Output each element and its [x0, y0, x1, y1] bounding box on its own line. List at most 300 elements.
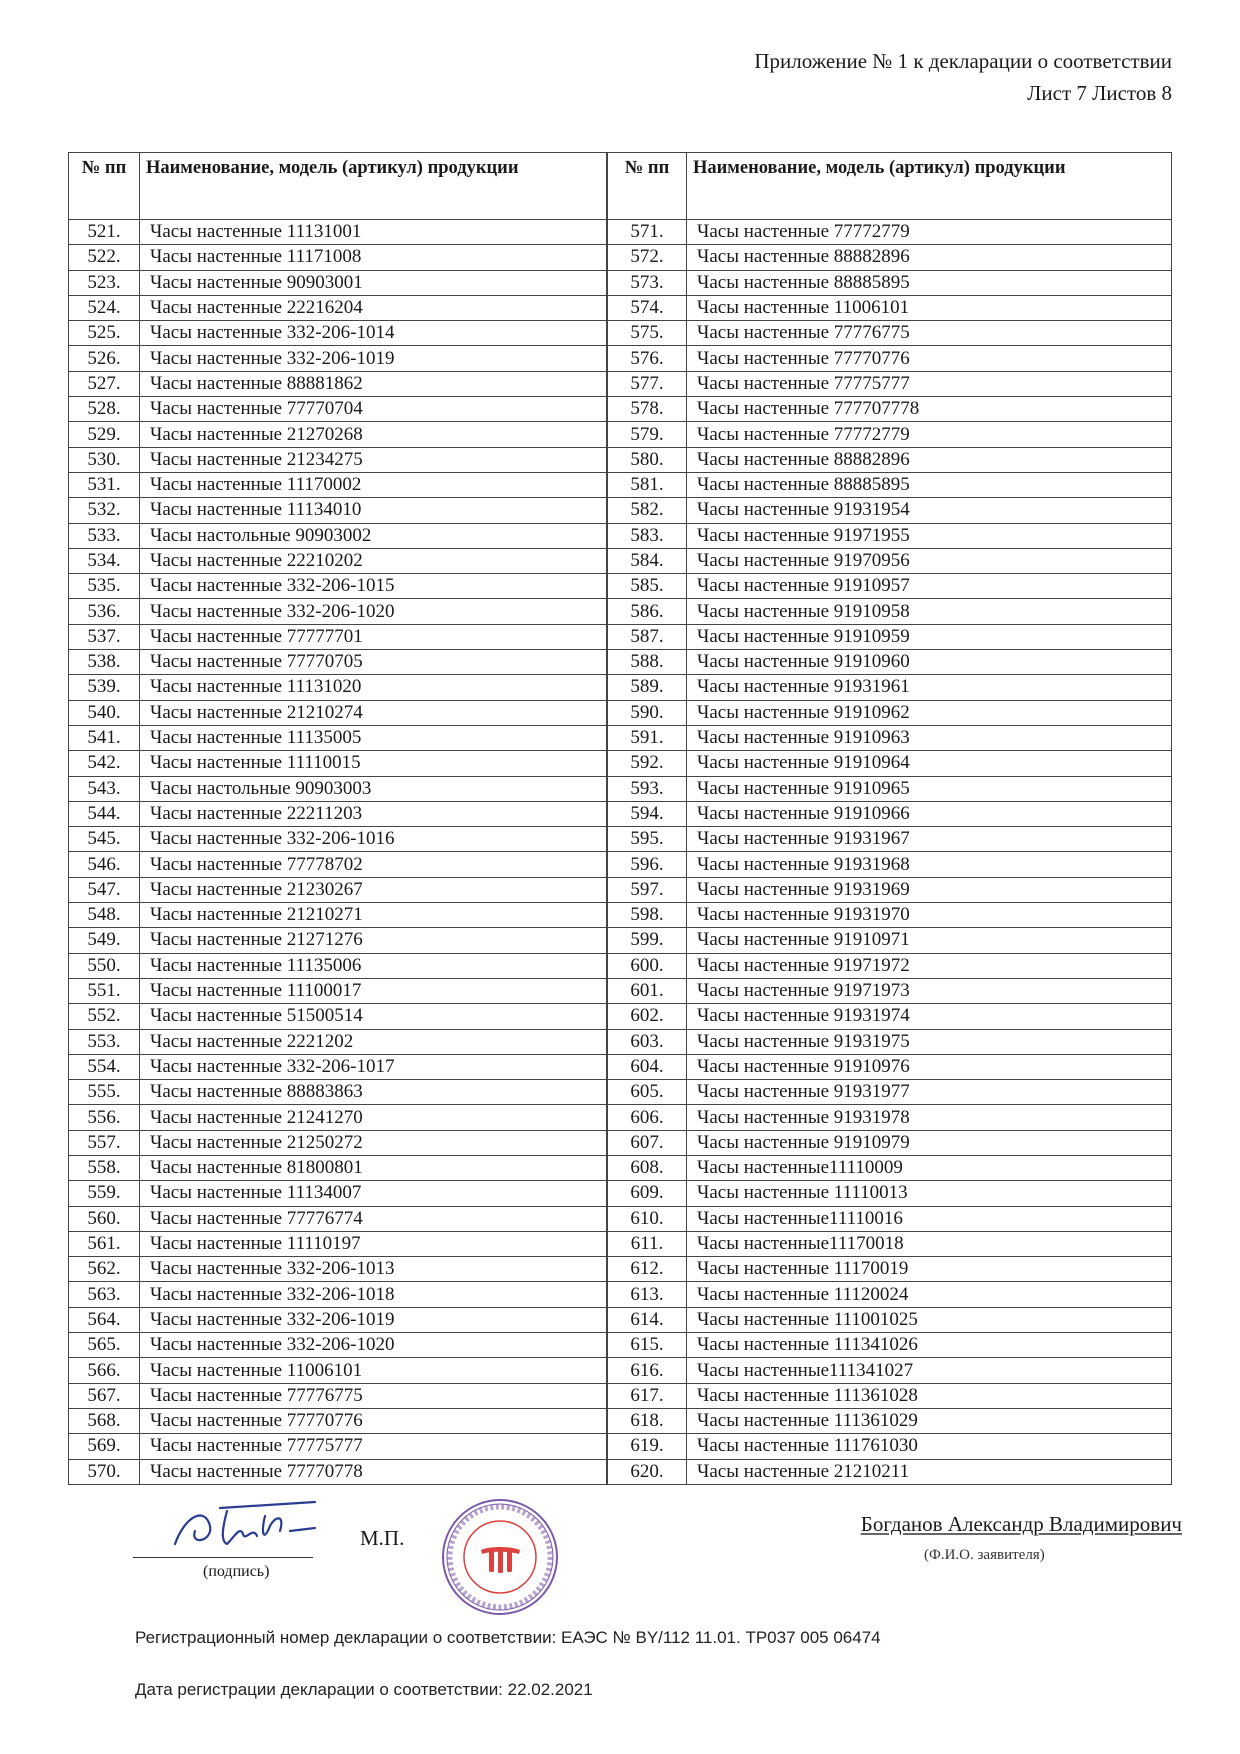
table-row: [69, 321, 607, 346]
table-row: [69, 1231, 607, 1256]
product-name: Часы настенные 11134010: [140, 498, 607, 523]
row-number: 533.: [69, 523, 140, 548]
product-name: Часы настенные 332-206-1019: [140, 1307, 607, 1332]
product-name: Часы настенные 91910959: [687, 624, 1172, 649]
row-number: 578.: [608, 397, 687, 422]
table-row: [608, 725, 1172, 750]
row-number: 614.: [608, 1307, 687, 1332]
row-number: 526.: [69, 346, 140, 371]
product-name: Часы настенные 11006101: [140, 1358, 607, 1383]
table-row: [608, 245, 1172, 270]
product-name: Часы настенные 91970956: [687, 548, 1172, 573]
table-row: [608, 1257, 1172, 1282]
row-number: 557.: [69, 1130, 140, 1155]
table-row: [69, 928, 607, 953]
row-number: 576.: [608, 346, 687, 371]
row-number: 527.: [69, 371, 140, 396]
table-row: [608, 903, 1172, 928]
applicant-name: Богданов Александр Владимирович: [860, 1512, 1182, 1536]
row-number: 537.: [69, 624, 140, 649]
table-row: [608, 1181, 1172, 1206]
product-name: Часы настенные 91931978: [687, 1105, 1172, 1130]
product-name: Часы настенные 11110015: [140, 751, 607, 776]
row-number: 551.: [69, 978, 140, 1003]
row-number: 572.: [608, 245, 687, 270]
table-row: [69, 371, 607, 396]
row-number: 584.: [608, 548, 687, 573]
product-name: Часы настенные 91910958: [687, 599, 1172, 624]
product-name: Часы настенные 11131020: [140, 675, 607, 700]
product-name: Часы настенные 21271276: [140, 928, 607, 953]
product-name: Часы настенные 91910957: [687, 574, 1172, 599]
product-name: Часы настенные 77776775: [687, 321, 1172, 346]
row-number: 523.: [69, 270, 140, 295]
table-row: [69, 1080, 607, 1105]
row-number: 571.: [608, 220, 687, 245]
column-header-number: № пп: [608, 153, 687, 220]
row-number: 544.: [69, 801, 140, 826]
table-row: [69, 776, 607, 801]
row-number: 558.: [69, 1155, 140, 1180]
product-name: Часы настенные 77772779: [687, 422, 1172, 447]
row-number: 546.: [69, 852, 140, 877]
row-number: 599.: [608, 928, 687, 953]
table-row: [69, 1307, 607, 1332]
table-row: [69, 953, 607, 978]
row-number: 531.: [69, 472, 140, 497]
table-row: [69, 978, 607, 1003]
row-number: 521.: [69, 220, 140, 245]
row-number: 534.: [69, 548, 140, 573]
table-row: [608, 928, 1172, 953]
row-number: 582.: [608, 498, 687, 523]
table-row: [608, 220, 1172, 245]
product-name: Часы настенные 91910964: [687, 751, 1172, 776]
row-number: 615.: [608, 1333, 687, 1358]
row-number: 538.: [69, 650, 140, 675]
product-name: Часы настенные 91931961: [687, 675, 1172, 700]
product-name: Часы настенные 332-206-1020: [140, 1333, 607, 1358]
product-name: Часы настенные 77778702: [140, 852, 607, 877]
product-name: Часы настенные 332-206-1015: [140, 574, 607, 599]
product-name: Часы настенные 21250272: [140, 1130, 607, 1155]
row-number: 535.: [69, 574, 140, 599]
row-number: 590.: [608, 700, 687, 725]
table-row: [69, 650, 607, 675]
table-row: [608, 472, 1172, 497]
product-name: Часы настенные 21234275: [140, 447, 607, 472]
row-number: 611.: [608, 1231, 687, 1256]
table-row: [69, 725, 607, 750]
table-row: [608, 1408, 1172, 1433]
row-number: 570.: [69, 1459, 140, 1484]
table-row: [608, 776, 1172, 801]
row-number: 617.: [608, 1383, 687, 1408]
table-row: [608, 953, 1172, 978]
row-number: 567.: [69, 1383, 140, 1408]
row-number: 597.: [608, 877, 687, 902]
table-row: [69, 1054, 607, 1079]
table-row: [608, 1080, 1172, 1105]
row-number: 560.: [69, 1206, 140, 1231]
product-name: Часы настенные 332-206-1017: [140, 1054, 607, 1079]
product-name: Часы настенные 332-206-1019: [140, 346, 607, 371]
row-number: 579.: [608, 422, 687, 447]
product-name: Часы настенные 332-206-1016: [140, 827, 607, 852]
product-name: Часы настенные 91910962: [687, 700, 1172, 725]
table-row: [608, 1130, 1172, 1155]
table-row: [69, 1358, 607, 1383]
product-name: Часы настенные 51500514: [140, 1004, 607, 1029]
table-row: [608, 852, 1172, 877]
table-row: [608, 624, 1172, 649]
product-name: Часы настенные 22210202: [140, 548, 607, 573]
product-name: Часы настенные 11135006: [140, 953, 607, 978]
table-row: [608, 1307, 1172, 1332]
table-row: [69, 397, 607, 422]
row-number: 540.: [69, 700, 140, 725]
row-number: 605.: [608, 1080, 687, 1105]
product-name: Часы настенные 111361029: [687, 1408, 1172, 1433]
product-name: Часы настенные 91910976: [687, 1054, 1172, 1079]
product-name: Часы настенные 21210271: [140, 903, 607, 928]
product-name: Часы настенные 111001025: [687, 1307, 1172, 1332]
row-number: 541.: [69, 725, 140, 750]
product-name: Часы настенные 11171008: [140, 245, 607, 270]
product-name: Часы настенные 91971973: [687, 978, 1172, 1003]
product-name: Часы настенные 88885895: [687, 472, 1172, 497]
table-row: [608, 321, 1172, 346]
table-row: [69, 1282, 607, 1307]
row-number: 601.: [608, 978, 687, 1003]
table-row: [608, 827, 1172, 852]
product-name: Часы настенные 77770778: [140, 1459, 607, 1484]
product-name: Часы настенные 88885895: [687, 270, 1172, 295]
product-name: Часы настенные 90903001: [140, 270, 607, 295]
product-name: Часы настенные 91910979: [687, 1130, 1172, 1155]
product-name: Часы настенные 77770776: [140, 1408, 607, 1433]
row-number: 563.: [69, 1282, 140, 1307]
column-header-name: Наименование, модель (артикул) продукции: [687, 153, 1172, 220]
table-row: [69, 1459, 607, 1484]
product-name: Часы настенные 91931954: [687, 498, 1172, 523]
product-name: Часы настенные 21241270: [140, 1105, 607, 1130]
row-number: 545.: [69, 827, 140, 852]
table-row: [608, 548, 1172, 573]
row-number: 550.: [69, 953, 140, 978]
table-row: [69, 1383, 607, 1408]
table-row: [608, 675, 1172, 700]
table-row: [608, 978, 1172, 1003]
row-number: 612.: [608, 1257, 687, 1282]
product-name: Часы настенные 21210211: [687, 1459, 1172, 1484]
row-number: 522.: [69, 245, 140, 270]
row-number: 561.: [69, 1231, 140, 1256]
product-name: Часы настенные 91931969: [687, 877, 1172, 902]
row-number: 604.: [608, 1054, 687, 1079]
row-number: 547.: [69, 877, 140, 902]
registration-date: Дата регистрации декларации о соответствии: 22.02.2021: [135, 1680, 593, 1699]
row-number: 596.: [608, 852, 687, 877]
table-row: [608, 700, 1172, 725]
product-name: Часы настенные11170018: [687, 1231, 1172, 1256]
table-row: [608, 498, 1172, 523]
table-row: [69, 1434, 607, 1459]
table-row: [608, 1155, 1172, 1180]
row-number: 562.: [69, 1257, 140, 1282]
table-row: [608, 1105, 1172, 1130]
table-row: [69, 1029, 607, 1054]
product-name: Часы настенные 21230267: [140, 877, 607, 902]
product-name: Часы настенные 332-206-1013: [140, 1257, 607, 1282]
row-number: 583.: [608, 523, 687, 548]
product-name: Часы настенные 11110013: [687, 1181, 1172, 1206]
product-name: Часы настенные11110016: [687, 1206, 1172, 1231]
row-number: 619.: [608, 1434, 687, 1459]
column-header-number: № пп: [69, 153, 140, 220]
table-row: [69, 422, 607, 447]
table-row: [69, 1257, 607, 1282]
product-name: Часы настенные 22211203: [140, 801, 607, 826]
product-name: Часы настенные 111361028: [687, 1383, 1172, 1408]
table-row: [69, 675, 607, 700]
row-number: 580.: [608, 447, 687, 472]
table-row: [69, 574, 607, 599]
row-number: 594.: [608, 801, 687, 826]
row-number: 574.: [608, 295, 687, 320]
product-name: Часы настольные 90903003: [140, 776, 607, 801]
product-name: Часы настенные 91910963: [687, 725, 1172, 750]
row-number: 548.: [69, 903, 140, 928]
row-number: 552.: [69, 1004, 140, 1029]
product-name: Часы настенные 91971972: [687, 953, 1172, 978]
product-name: Часы настенные 88883863: [140, 1080, 607, 1105]
table-row: [608, 1054, 1172, 1079]
column-header-name: Наименование, модель (артикул) продукции: [140, 153, 607, 220]
product-name: Часы настенные 111761030: [687, 1434, 1172, 1459]
row-number: 598.: [608, 903, 687, 928]
product-name: Часы настенные 91931968: [687, 852, 1172, 877]
product-name: Часы настенные 11170019: [687, 1257, 1172, 1282]
product-name: Часы настенные 22216204: [140, 295, 607, 320]
products-table-left: [68, 152, 607, 1485]
table-row: [69, 1181, 607, 1206]
product-name: Часы настенные 91931975: [687, 1029, 1172, 1054]
registration-number: Регистрационный номер декларации о соответствии: ЕАЭС № BY/112 11.01. ТР037 005 06474: [135, 1628, 881, 1647]
product-name: Часы настенные 11100017: [140, 978, 607, 1003]
table-row: [608, 1004, 1172, 1029]
product-name: Часы настенные 77770776: [687, 346, 1172, 371]
product-name: Часы настенные 11120024: [687, 1282, 1172, 1307]
row-number: 559.: [69, 1181, 140, 1206]
product-name: Часы настенные 11135005: [140, 725, 607, 750]
table-row: [69, 827, 607, 852]
product-name: Часы настенные 91931967: [687, 827, 1172, 852]
row-number: 618.: [608, 1408, 687, 1433]
product-name: Часы настенные 332-206-1014: [140, 321, 607, 346]
row-number: 613.: [608, 1282, 687, 1307]
product-name: Часы настольные 90903002: [140, 523, 607, 548]
row-number: 553.: [69, 1029, 140, 1054]
row-number: 591.: [608, 725, 687, 750]
table-row: [69, 548, 607, 573]
table-row: [69, 447, 607, 472]
table-row: [69, 1206, 607, 1231]
product-name: Часы настенные 77770705: [140, 650, 607, 675]
table-row: [608, 1333, 1172, 1358]
product-name: Часы настенные 11131001: [140, 220, 607, 245]
row-number: 602.: [608, 1004, 687, 1029]
product-name: Часы настенные 81800801: [140, 1155, 607, 1180]
product-name: Часы настенные 777707778: [687, 397, 1172, 422]
table-row: [69, 700, 607, 725]
product-name: Часы настенные 332-206-1018: [140, 1282, 607, 1307]
signature-line: [133, 1557, 313, 1558]
row-number: 554.: [69, 1054, 140, 1079]
table-row: [608, 397, 1172, 422]
row-number: 542.: [69, 751, 140, 776]
table-row: [608, 801, 1172, 826]
row-number: 528.: [69, 397, 140, 422]
table-row: [69, 852, 607, 877]
product-name: Часы настенные 11134007: [140, 1181, 607, 1206]
table-row: [69, 1130, 607, 1155]
signature-label: (подпись): [203, 1563, 270, 1580]
product-name: Часы настенные 11110197: [140, 1231, 607, 1256]
row-number: 610.: [608, 1206, 687, 1231]
row-number: 589.: [608, 675, 687, 700]
table-row: [69, 751, 607, 776]
row-number: 568.: [69, 1408, 140, 1433]
table-row: [69, 346, 607, 371]
table-row: [608, 295, 1172, 320]
table-row: [69, 498, 607, 523]
table-row: [69, 903, 607, 928]
row-number: 586.: [608, 599, 687, 624]
sheet-number: Лист 7 Листов 8: [1027, 81, 1172, 105]
row-number: 539.: [69, 675, 140, 700]
product-name: Часы настенные 21270268: [140, 422, 607, 447]
table-row: [608, 1434, 1172, 1459]
row-number: 556.: [69, 1105, 140, 1130]
seal-place-label: М.П.: [360, 1526, 405, 1550]
table-row: [69, 1105, 607, 1130]
product-name: Часы настенные 77775777: [687, 371, 1172, 396]
row-number: 543.: [69, 776, 140, 801]
product-name: Часы настенные 77772779: [687, 220, 1172, 245]
row-number: 608.: [608, 1155, 687, 1180]
product-name: Часы настенные 91910965: [687, 776, 1172, 801]
product-name: Часы настенные 91971955: [687, 523, 1172, 548]
row-number: 607.: [608, 1130, 687, 1155]
row-number: 529.: [69, 422, 140, 447]
row-number: 549.: [69, 928, 140, 953]
product-name: Часы настенные 21210274: [140, 700, 607, 725]
product-name: Часы настенные 332-206-1020: [140, 599, 607, 624]
table-row: [69, 245, 607, 270]
row-number: 566.: [69, 1358, 140, 1383]
row-number: 581.: [608, 472, 687, 497]
row-number: 585.: [608, 574, 687, 599]
row-number: 536.: [69, 599, 140, 624]
row-number: 575.: [608, 321, 687, 346]
table-row: [608, 599, 1172, 624]
row-number: 592.: [608, 751, 687, 776]
table-row: [608, 1029, 1172, 1054]
product-name: Часы настенные 88882896: [687, 447, 1172, 472]
table-row: [69, 295, 607, 320]
table-row: [608, 1282, 1172, 1307]
table-row: [69, 801, 607, 826]
table-row: [608, 650, 1172, 675]
row-number: 606.: [608, 1105, 687, 1130]
row-number: 588.: [608, 650, 687, 675]
row-number: 600.: [608, 953, 687, 978]
table-row: [608, 270, 1172, 295]
row-number: 524.: [69, 295, 140, 320]
product-name: Часы настенные 111341026: [687, 1333, 1172, 1358]
table-row: [608, 1358, 1172, 1383]
table-row: [69, 1004, 607, 1029]
product-name: Часы настенные 77777701: [140, 624, 607, 649]
product-name: Часы настенные11110009: [687, 1155, 1172, 1180]
table-row: [69, 624, 607, 649]
product-name: Часы настенные 91931970: [687, 903, 1172, 928]
product-name: Часы настенные 2221202: [140, 1029, 607, 1054]
table-row: [608, 751, 1172, 776]
row-number: 603.: [608, 1029, 687, 1054]
table-row: [608, 523, 1172, 548]
appendix-title: Приложение № 1 к декларации о соответствии: [754, 49, 1172, 73]
table-row: [69, 472, 607, 497]
row-number: 530.: [69, 447, 140, 472]
product-name: Часы настенные 91910971: [687, 928, 1172, 953]
row-number: 565.: [69, 1333, 140, 1358]
table-row: [608, 346, 1172, 371]
table-row: [608, 371, 1172, 396]
row-number: 609.: [608, 1181, 687, 1206]
row-number: 569.: [69, 1434, 140, 1459]
product-name: Часы настенные 77776774: [140, 1206, 607, 1231]
table-row: [69, 523, 607, 548]
table-row: [608, 877, 1172, 902]
product-name: Часы настенные 11170002: [140, 472, 607, 497]
row-number: 587.: [608, 624, 687, 649]
product-name: Часы настенные111341027: [687, 1358, 1172, 1383]
row-number: 620.: [608, 1459, 687, 1484]
seal-logo-icon: [481, 1547, 520, 1573]
row-number: 525.: [69, 321, 140, 346]
product-name: Часы настенные 77776775: [140, 1383, 607, 1408]
row-number: 564.: [69, 1307, 140, 1332]
table-row: [69, 1408, 607, 1433]
product-name: Часы настенные 88882896: [687, 245, 1172, 270]
row-number: 616.: [608, 1358, 687, 1383]
table-row: [69, 220, 607, 245]
row-number: 532.: [69, 498, 140, 523]
table-row: [69, 599, 607, 624]
row-number: 577.: [608, 371, 687, 396]
handwritten-signature: [165, 1496, 335, 1554]
product-name: Часы настенные 88881862: [140, 371, 607, 396]
table-row: [608, 574, 1172, 599]
applicant-name-label: (Ф.И.О. заявителя): [924, 1547, 1045, 1563]
company-seal: [440, 1497, 560, 1617]
table-row: [69, 877, 607, 902]
product-name: Часы настенные 91910960: [687, 650, 1172, 675]
row-number: 595.: [608, 827, 687, 852]
products-table-right: [607, 152, 1172, 1485]
